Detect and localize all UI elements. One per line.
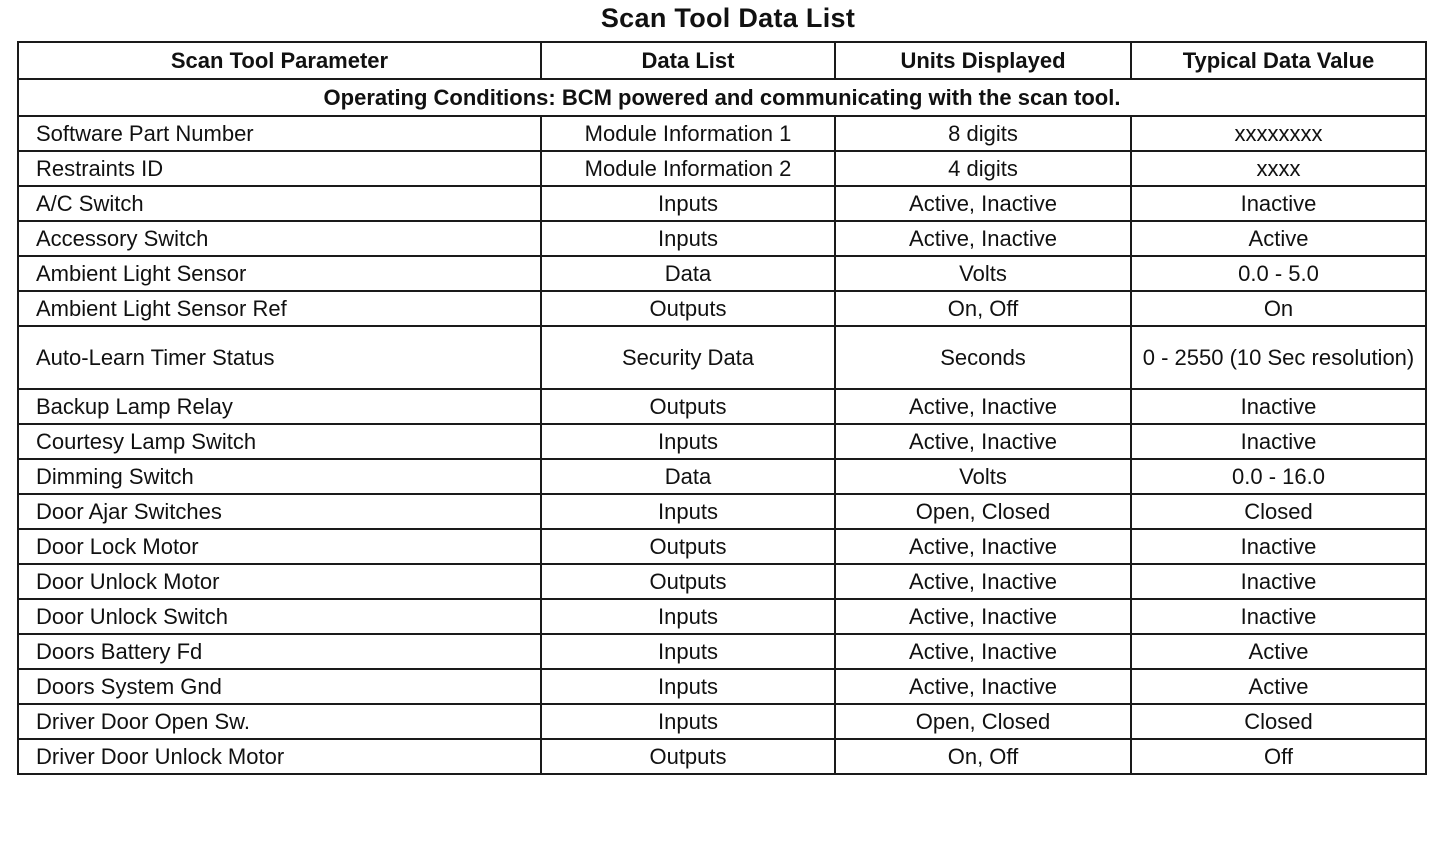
units-cell: On, Off <box>835 739 1131 774</box>
units-cell: Volts <box>835 459 1131 494</box>
typical-value-cell: 0 - 2550 (10 Sec resolution) <box>1131 326 1426 389</box>
units-cell: Active, Inactive <box>835 221 1131 256</box>
units-cell: Open, Closed <box>835 704 1131 739</box>
typical-value-cell: Off <box>1131 739 1426 774</box>
header-data-list: Data List <box>541 42 835 79</box>
page-title: Scan Tool Data List <box>600 3 856 33</box>
table-row <box>18 494 1426 529</box>
parameter-cell: Door Lock Motor <box>18 529 541 564</box>
units-cell: Active, Inactive <box>835 599 1131 634</box>
scan-tool-data-table <box>17 41 1427 775</box>
table-row <box>18 389 1426 424</box>
units-cell: Open, Closed <box>835 494 1131 529</box>
table-row <box>18 221 1426 256</box>
parameter-cell: Software Part Number <box>18 116 541 151</box>
data-list-cell: Inputs <box>541 669 835 704</box>
typical-value-cell: Active <box>1131 634 1426 669</box>
typical-value-cell: Inactive <box>1131 564 1426 599</box>
parameter-cell: Driver Door Open Sw. <box>18 704 541 739</box>
typical-value-cell: Closed <box>1131 704 1426 739</box>
units-cell: Active, Inactive <box>835 424 1131 459</box>
typical-value-cell: xxxx <box>1131 151 1426 186</box>
operating-conditions-row <box>18 79 1426 116</box>
parameter-cell: Accessory Switch <box>18 221 541 256</box>
units-cell: Active, Inactive <box>835 389 1131 424</box>
parameter-cell: Restraints ID <box>18 151 541 186</box>
table-row <box>18 564 1426 599</box>
typical-value-cell: Inactive <box>1131 599 1426 634</box>
parameter-cell: A/C Switch <box>18 186 541 221</box>
data-list-cell: Module Information 2 <box>541 151 835 186</box>
typical-value-cell: Inactive <box>1131 529 1426 564</box>
data-list-cell: Inputs <box>541 494 835 529</box>
parameter-cell: Dimming Switch <box>18 459 541 494</box>
table-row <box>18 326 1426 389</box>
header-row <box>18 42 1426 79</box>
parameter-cell: Courtesy Lamp Switch <box>18 424 541 459</box>
parameter-cell: Door Unlock Switch <box>18 599 541 634</box>
units-cell: Seconds <box>835 326 1131 389</box>
units-cell: Active, Inactive <box>835 529 1131 564</box>
data-list-cell: Outputs <box>541 529 835 564</box>
table-row <box>18 459 1426 494</box>
typical-value-cell: 0.0 - 16.0 <box>1131 459 1426 494</box>
header-scan-tool-parameter: Scan Tool Parameter <box>18 42 541 79</box>
units-cell: Volts <box>835 256 1131 291</box>
data-list-cell: Module Information 1 <box>541 116 835 151</box>
parameter-cell: Auto-Learn Timer Status <box>18 326 541 389</box>
units-cell: Active, Inactive <box>835 186 1131 221</box>
data-list-cell: Data <box>541 256 835 291</box>
typical-value-cell: Active <box>1131 221 1426 256</box>
parameter-cell: Door Ajar Switches <box>18 494 541 529</box>
table-row <box>18 599 1426 634</box>
table-row <box>18 151 1426 186</box>
typical-value-cell: Inactive <box>1131 389 1426 424</box>
data-list-cell: Security Data <box>541 326 835 389</box>
parameter-cell: Backup Lamp Relay <box>18 389 541 424</box>
data-list-cell: Inputs <box>541 704 835 739</box>
typical-value-cell: On <box>1131 291 1426 326</box>
parameter-cell: Door Unlock Motor <box>18 564 541 599</box>
table-row <box>18 424 1426 459</box>
parameter-cell: Doors Battery Fd <box>18 634 541 669</box>
units-cell: 4 digits <box>835 151 1131 186</box>
typical-value-cell: Inactive <box>1131 424 1426 459</box>
header-typical-data-value: Typical Data Value <box>1131 42 1426 79</box>
table-row <box>18 116 1426 151</box>
units-cell: Active, Inactive <box>835 564 1131 599</box>
typical-value-cell: Active <box>1131 669 1426 704</box>
parameter-cell: Driver Door Unlock Motor <box>18 739 541 774</box>
units-cell: On, Off <box>835 291 1131 326</box>
table-row <box>18 186 1426 221</box>
table-row <box>18 739 1426 774</box>
data-list-cell: Inputs <box>541 424 835 459</box>
typical-value-cell: xxxxxxxx <box>1131 116 1426 151</box>
data-list-cell: Outputs <box>541 739 835 774</box>
operating-conditions: Operating Conditions: BCM powered and communicating with the scan tool. <box>18 79 1426 116</box>
data-list-cell: Outputs <box>541 291 835 326</box>
typical-value-cell: 0.0 - 5.0 <box>1131 256 1426 291</box>
table-row <box>18 669 1426 704</box>
table-row <box>18 634 1426 669</box>
parameter-cell: Ambient Light Sensor <box>18 256 541 291</box>
data-list-cell: Inputs <box>541 634 835 669</box>
data-list-cell: Inputs <box>541 186 835 221</box>
data-list-cell: Inputs <box>541 599 835 634</box>
data-list-cell: Data <box>541 459 835 494</box>
units-cell: Active, Inactive <box>835 669 1131 704</box>
data-list-cell: Outputs <box>541 564 835 599</box>
header-units-displayed: Units Displayed <box>835 42 1131 79</box>
parameter-cell: Doors System Gnd <box>18 669 541 704</box>
table-row <box>18 529 1426 564</box>
table-row <box>18 256 1426 291</box>
typical-value-cell: Inactive <box>1131 186 1426 221</box>
units-cell: Active, Inactive <box>835 634 1131 669</box>
parameter-cell: Ambient Light Sensor Ref <box>18 291 541 326</box>
table-row <box>18 704 1426 739</box>
units-cell: 8 digits <box>835 116 1131 151</box>
table-row <box>18 291 1426 326</box>
typical-value-cell: Closed <box>1131 494 1426 529</box>
data-list-cell: Inputs <box>541 221 835 256</box>
data-list-cell: Outputs <box>541 389 835 424</box>
